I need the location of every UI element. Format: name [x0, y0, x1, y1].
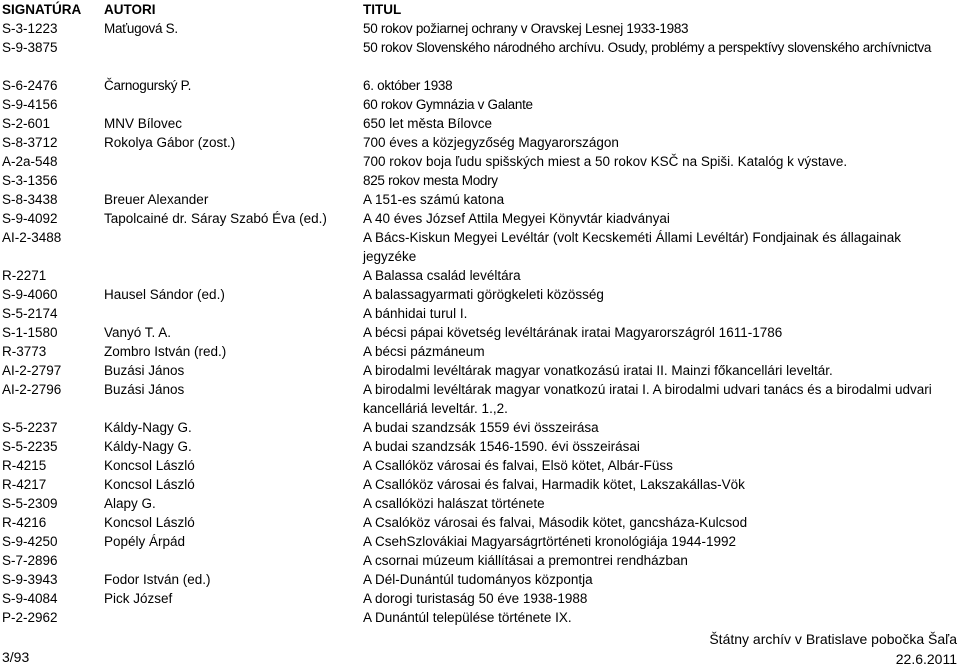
signature-cell: S-5-2235 — [2, 439, 58, 454]
title-cell: A csallóközi halászat története — [363, 496, 545, 511]
title-cell: A 151-es számú katona — [363, 192, 505, 207]
title-cell: 50 rokov požiarnej ochrany v Oravskej Lesnej 1933-1983 — [363, 21, 689, 36]
signature-cell: S-9-4092 — [2, 211, 58, 226]
title-cell: A dorogi turistaság 50 éve 1938-1988 — [363, 591, 588, 606]
title-cell: A 40 éves József Attila Megyei Könyvtár kiadványai — [363, 211, 670, 226]
signature-cell: A-2a-548 — [2, 154, 58, 169]
author-cell: Popély Árpád — [104, 534, 186, 549]
author-cell: Koncsol László — [104, 515, 195, 530]
title-cell: A Dunántúl települése története IX. — [363, 610, 572, 625]
author-cell: Maťugová S. — [104, 21, 178, 36]
signature-cell: S-3-1223 — [2, 21, 58, 36]
title-cell: A budai szandzsák 1546-1590. évi összeirásai — [363, 439, 640, 454]
signature-cell: S-9-4084 — [2, 591, 58, 606]
title-cell: 825 rokov mesta Modry — [363, 173, 498, 188]
column-header-signatura: SIGNATÚRA — [2, 2, 82, 17]
author-cell: Alapy G. — [104, 496, 156, 511]
signature-cell: S-8-3712 — [2, 135, 58, 150]
signature-cell: S-9-4250 — [2, 534, 58, 549]
author-cell: Vanyó T. A. — [104, 325, 172, 340]
signature-cell: AI-2-3488 — [2, 230, 62, 245]
signature-cell: S-5-2237 — [2, 420, 58, 435]
title-cell: A balassagyarmati görögkeleti közösség — [363, 287, 604, 302]
title-cell: A Csalóköz városai és falvai, Második kötet, gancsháza-Kulcsod — [363, 515, 748, 530]
title-cell: 6. október 1938 — [363, 78, 453, 93]
title-cell: 700 rokov boja ľudu spišských miest a 50 rokov KSČ na Spiši. Katalóg k výstave. — [363, 154, 848, 169]
title-cell: A Bács-Kiskun Megyei Levéltár (volt Kecskeméti Állami Levéltár) Fondjainak és állagainak jegyzéke — [363, 230, 901, 264]
signature-cell: S-9-3943 — [2, 572, 58, 587]
author-cell: Buzási János — [104, 363, 185, 378]
signature-cell: S-9-3875 — [2, 40, 58, 55]
signature-cell: AI-2-2797 — [2, 363, 62, 378]
document-date: 22.6.2011 — [895, 651, 957, 667]
author-cell: Káldy-Nagy G. — [104, 439, 192, 454]
author-cell: Zombro István (red.) — [104, 344, 227, 359]
archive-name: Štátny archív v Bratislave pobočka Šaľa — [709, 631, 957, 647]
author-cell: Buzási János — [104, 382, 185, 397]
signature-cell: S-5-2174 — [2, 306, 58, 321]
page-number: 3/93 — [2, 649, 30, 665]
signature-cell: S-5-2309 — [2, 496, 58, 511]
title-cell: A Balassa család levéltára — [363, 268, 521, 283]
signature-cell: P-2-2962 — [2, 610, 58, 625]
signature-cell: S-6-2476 — [2, 78, 58, 93]
title-cell: A bánhidai turul I. — [363, 306, 468, 321]
signature-cell: S-2-601 — [2, 116, 51, 131]
title-cell: A CsehSzlovákiai Magyarságrtörténeti kronológiája 1944-1992 — [363, 534, 736, 549]
title-cell: A birodalmi levéltárak magyar vonatkozású iratai II. Mainzi főkancellári leveltár. — [363, 363, 833, 378]
title-cell: A bécsi pápai követség levéltárának iratai Magyarországról 1611-1786 — [363, 325, 783, 340]
title-cell: 50 rokov Slovenského národného archívu. Osudy, problémy a perspektívy slovenského archívnictva — [363, 40, 932, 55]
author-cell: Koncsol László — [104, 477, 195, 492]
author-cell: Tapolcainé dr. Sáray Szabó Éva (ed.) — [104, 211, 327, 226]
title-cell: 650 let města Bílovce — [363, 116, 493, 131]
author-cell: MNV Bílovec — [104, 116, 183, 131]
column-header-titul: TITUL — [363, 2, 402, 17]
title-cell: 700 éves a közjegyzőség Magyarországon — [363, 135, 619, 150]
signature-cell: S-7-2896 — [2, 553, 58, 568]
author-cell: Breuer Alexander — [104, 192, 209, 207]
signature-cell: S-1-1580 — [2, 325, 58, 340]
title-cell: A csornai múzeum kiállításai a premontrei rendházban — [363, 553, 688, 568]
author-cell: Hausel Sándor (ed.) — [104, 287, 225, 302]
author-cell: Koncsol László — [104, 458, 195, 473]
signature-cell: S-8-3438 — [2, 192, 58, 207]
author-cell: Káldy-Nagy G. — [104, 420, 192, 435]
title-cell: 60 rokov Gymnázia v Galante — [363, 97, 533, 112]
title-cell: A Csallóköz városai és falvai, Elsö kötet, Albár-Füss — [363, 458, 673, 473]
author-cell: Čarnogurský P. — [104, 78, 192, 93]
title-cell: A Dél-Dunántúl tudományos központja — [363, 572, 593, 587]
signature-cell: R-4217 — [2, 477, 47, 492]
author-cell: Pick József — [104, 591, 173, 606]
signature-cell: R-4216 — [2, 515, 47, 530]
title-cell: A bécsi pázmáneum — [363, 344, 485, 359]
signature-cell: R-2271 — [2, 268, 47, 283]
title-cell: A budai szandzsák 1559 évi összeirása — [363, 420, 599, 435]
signature-cell: S-9-4156 — [2, 97, 58, 112]
signature-cell: S-3-1356 — [2, 173, 58, 188]
signature-cell: AI-2-2796 — [2, 382, 62, 397]
author-cell: Fodor István (ed.) — [104, 572, 211, 587]
signature-cell: S-9-4060 — [2, 287, 58, 302]
signature-cell: R-3773 — [2, 344, 47, 359]
author-cell: Rokolya Gábor (zost.) — [104, 135, 236, 150]
title-cell: A Csallóköz városai és falvai, Harmadik kötet, Lakszakállas-Vök — [363, 477, 745, 492]
signature-cell: R-4215 — [2, 458, 47, 473]
title-cell: A birodalmi levéltárak magyar vonatkozú iratai I. A birodalmi udvari tanács és a birodalmi udvari kancelláriá leveltár. 1.,2. — [363, 382, 932, 416]
column-header-autori: AUTORI — [104, 2, 156, 17]
